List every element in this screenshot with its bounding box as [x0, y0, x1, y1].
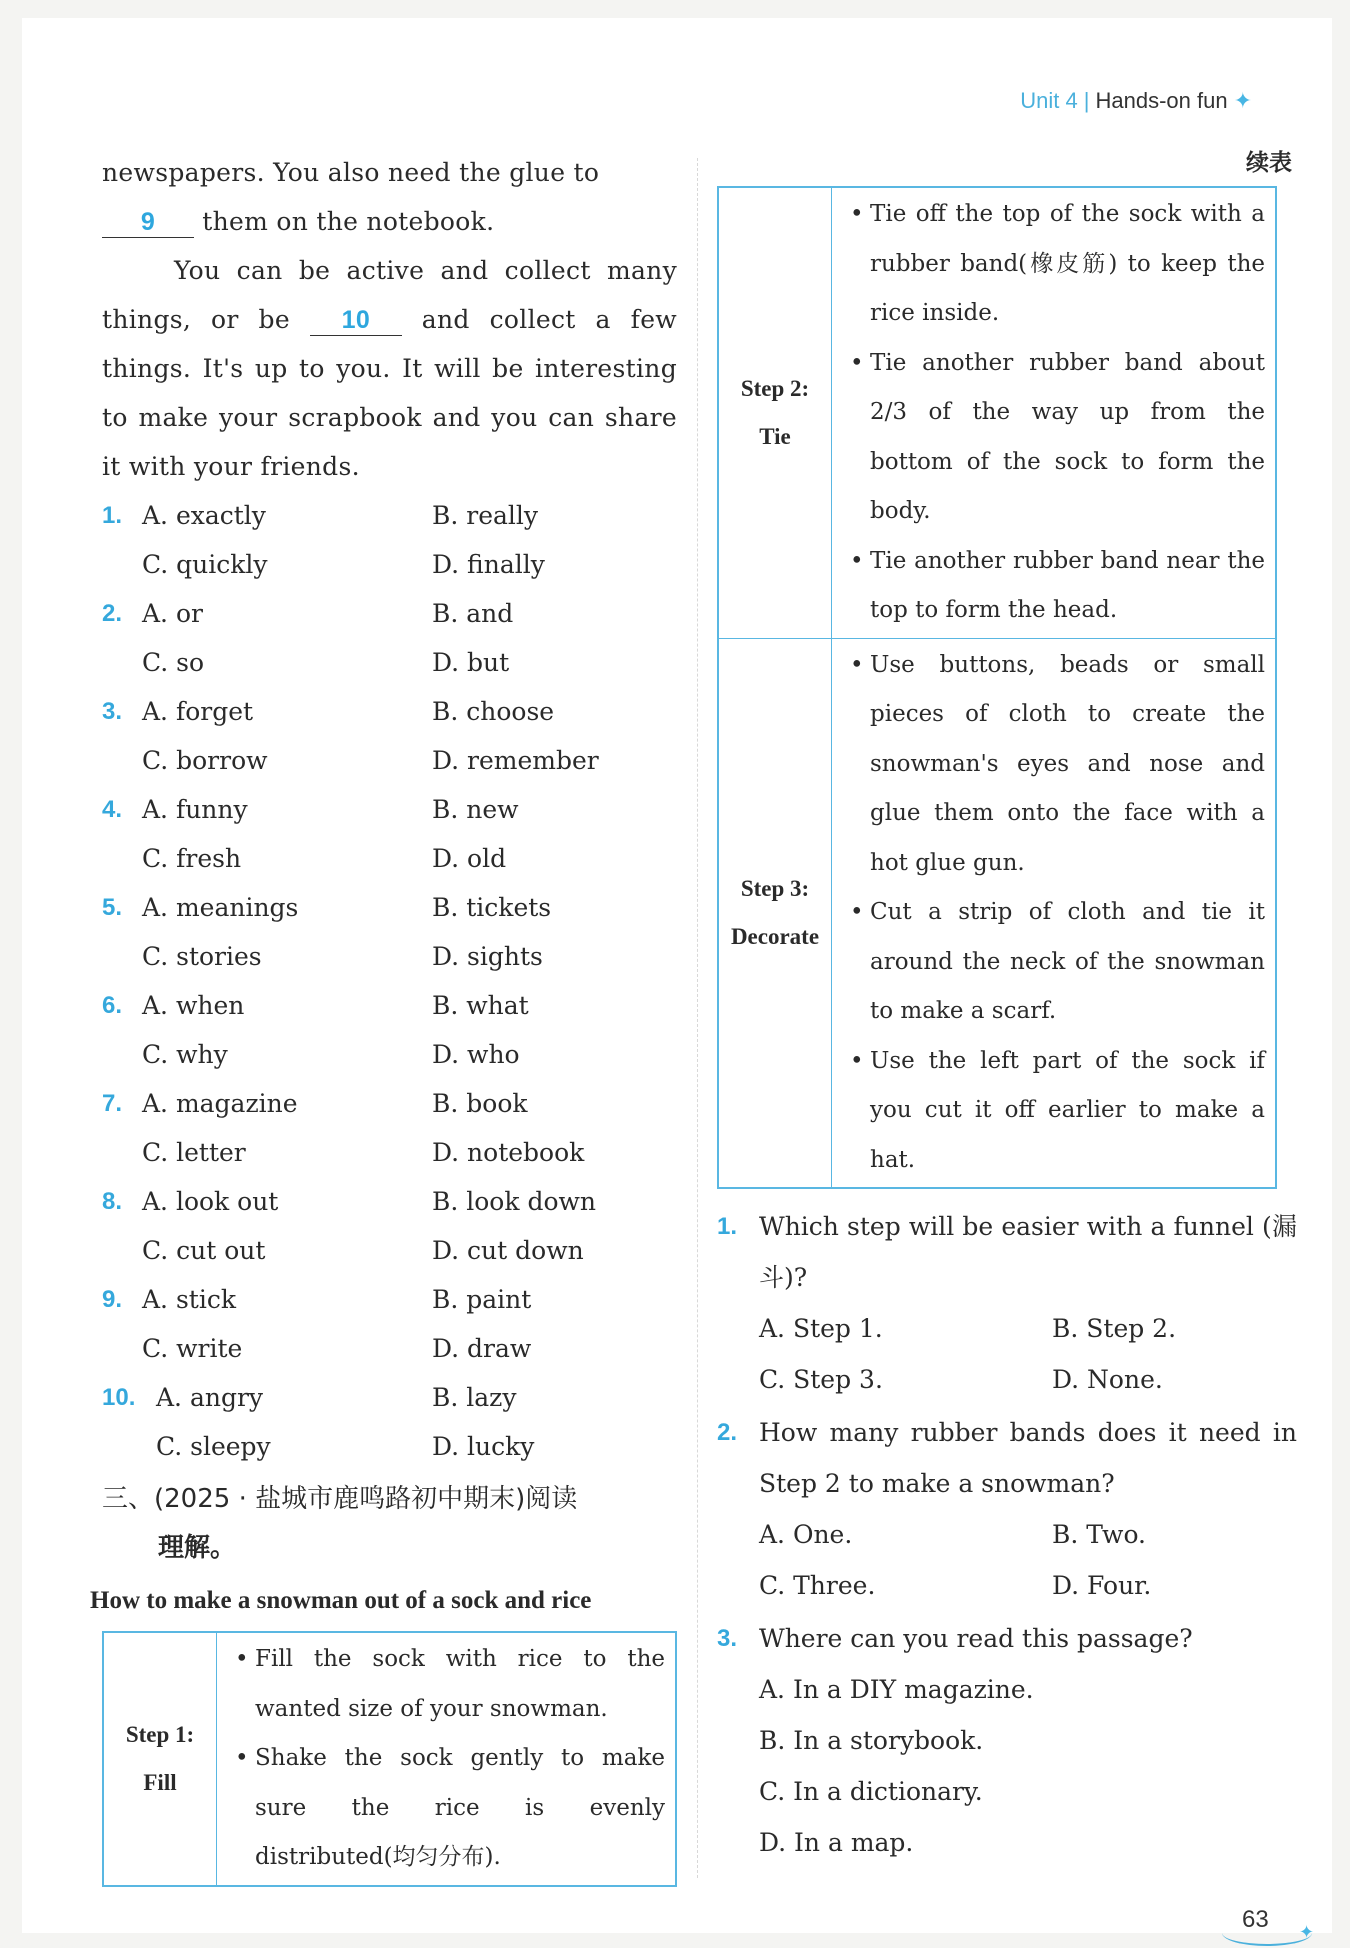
- option-d: D. In a map.: [759, 1828, 914, 1857]
- option-d: D. sights: [432, 942, 543, 971]
- option-c: C. fresh: [142, 844, 242, 873]
- question-number: 7.: [102, 1090, 123, 1117]
- option-a: A. when: [142, 991, 245, 1020]
- option-row: [102, 1177, 677, 1226]
- option-d: D. but: [432, 648, 510, 677]
- question-number: 10.: [102, 1384, 136, 1411]
- blank-9: 9: [102, 207, 194, 238]
- question-text: Where can you read this passage?: [759, 1624, 1193, 1653]
- option-c: C. so: [142, 648, 205, 677]
- section-heading: [102, 1475, 677, 1573]
- step2-label-number: Step 2:: [740, 375, 810, 401]
- step1-table: [102, 1631, 677, 1887]
- header-separator: |: [1083, 88, 1090, 113]
- reading-question-3: [717, 1613, 1297, 1868]
- option-c: C. Three.: [759, 1571, 876, 1600]
- option-c: C. write: [142, 1334, 243, 1363]
- option-b: B. tickets: [432, 893, 552, 922]
- step3-row: [718, 638, 1276, 1188]
- question-stem: [717, 1201, 1297, 1303]
- question-number: 9.: [102, 1286, 123, 1313]
- question-number: 6.: [102, 992, 123, 1019]
- option-c: C. stories: [142, 942, 262, 971]
- option-a: A. or: [142, 599, 203, 628]
- option-c: C. why: [142, 1040, 228, 1069]
- option-d: D. old: [432, 844, 507, 873]
- step3-label: [718, 638, 832, 1188]
- column-divider: [697, 158, 698, 1878]
- option-d: D. cut down: [432, 1236, 584, 1265]
- section-heading-line-1: 三、(2025 · 盐城市鹿鸣路初中期末)阅读: [102, 1484, 578, 1514]
- option-b: B. choose: [432, 697, 555, 726]
- page-header: [1020, 88, 1252, 114]
- cloze-options: [102, 491, 677, 1471]
- step2-bullet: • Tie another rubber band about 2/3 of the way up from the bottom of the sock to form the body.: [850, 339, 1265, 537]
- question-stem: [717, 1407, 1297, 1509]
- option-row: [102, 638, 677, 687]
- option-row: [102, 932, 677, 981]
- option-row: [102, 736, 677, 785]
- option-d: D. finally: [432, 550, 545, 579]
- option-row: [717, 1509, 1297, 1560]
- option-a: A. angry: [156, 1383, 264, 1412]
- step2-bullet: • Tie another rubber band near the top to form the head.: [850, 537, 1265, 636]
- option-a: A. meanings: [142, 893, 299, 922]
- step1-body: [217, 1632, 677, 1886]
- option-c: C. Step 3.: [759, 1365, 883, 1394]
- option-row: [717, 1560, 1297, 1611]
- step3-body: [832, 638, 1277, 1188]
- step1-bullet: • Fill the sock with rice to the wanted size of your snowman.: [235, 1635, 665, 1734]
- option-d: D. draw: [432, 1334, 532, 1363]
- option-b: B. In a storybook.: [759, 1726, 984, 1755]
- question-text: Which step will be easier with a funnel (漏斗)?: [759, 1212, 1297, 1292]
- step3-bullet: • Use buttons, beads or small pieces of cloth to create the snowman's eyes and nose and glue them onto the face with a hot glue gun.: [850, 641, 1265, 889]
- question-number: 8.: [102, 1188, 123, 1215]
- cloze-line-2-text: them on the notebook.: [202, 207, 495, 236]
- step3-bullet: • Use the left part of the sock if you cut it off earlier to make a hat.: [850, 1037, 1265, 1186]
- option-row: [102, 1275, 677, 1324]
- question-number: 4.: [102, 796, 123, 823]
- option-a: A. One.: [759, 1520, 853, 1549]
- option-d: D. notebook: [432, 1138, 585, 1167]
- option-b: B. and: [432, 599, 514, 628]
- option-row: [102, 1373, 677, 1422]
- option-row: [102, 1226, 677, 1275]
- option-d: D. lucky: [432, 1432, 535, 1461]
- step3-bullet: • Cut a strip of cloth and tie it around the neck of the snowman to make a scarf.: [850, 888, 1265, 1037]
- option-c: C. quickly: [142, 550, 268, 579]
- option-row: [102, 1079, 677, 1128]
- option-row: [102, 981, 677, 1030]
- step2-label: [718, 187, 832, 638]
- option-a: A. Step 1.: [759, 1314, 883, 1343]
- step2-body: [832, 187, 1277, 638]
- option-d: D. remember: [432, 746, 599, 775]
- cloze-p2-a: You can be active and collect many things, or be: [102, 256, 677, 334]
- cloze-line-1: newspapers. You also need the glue to: [102, 158, 600, 187]
- option-b: B. really: [432, 501, 539, 530]
- step2-bullet: • Tie off the top of the sock with a rubber band(橡皮筋) to keep the rice inside.: [850, 190, 1265, 339]
- option-a: A. look out: [142, 1187, 279, 1216]
- option-b: B. lazy: [432, 1383, 517, 1412]
- option-b: B. book: [432, 1089, 528, 1118]
- option-a: A. magazine: [142, 1089, 298, 1118]
- left-column: [90, 148, 677, 1887]
- question-number: 3.: [717, 1625, 738, 1652]
- step2-row: [718, 187, 1276, 638]
- reading-questions: [717, 1201, 1297, 1868]
- unit-title: Hands-on fun: [1095, 88, 1228, 113]
- steps-table-continued: [717, 186, 1277, 1189]
- step1-label-name: Fill: [143, 1769, 177, 1795]
- option-a: A. forget: [142, 697, 254, 726]
- step3-label-name: Decorate: [730, 923, 820, 949]
- option-row: [102, 883, 677, 932]
- option-c: C. borrow: [142, 746, 268, 775]
- reading-question-2: [717, 1407, 1297, 1611]
- option-row: [717, 1354, 1297, 1405]
- option-b: B. paint: [432, 1285, 532, 1314]
- step3-label-number: Step 3:: [740, 875, 810, 901]
- option-a: A. funny: [142, 795, 248, 824]
- section-heading-line-2: 理解。: [158, 1533, 237, 1563]
- question-stem: [717, 1613, 1297, 1664]
- cloze-paragraph-2: [102, 246, 677, 491]
- option-row: [717, 1303, 1297, 1354]
- passage-title: How to make a snowman out of a sock and rice: [90, 1587, 592, 1614]
- option-row: [102, 1128, 677, 1177]
- option-d: D. None.: [1052, 1365, 1163, 1394]
- option-b: B. what: [432, 991, 529, 1020]
- option-b: B. look down: [432, 1187, 597, 1216]
- option-row: [102, 589, 677, 638]
- sparkle-icon: ✦: [1299, 1922, 1315, 1943]
- page-number: 63: [1242, 1906, 1269, 1933]
- continued-label: 续表: [1246, 150, 1292, 176]
- option-a: A. In a DIY magazine.: [759, 1675, 1034, 1704]
- reading-question-1: [717, 1201, 1297, 1405]
- question-number: 1.: [717, 1213, 738, 1240]
- option-d: D. Four.: [1052, 1571, 1152, 1600]
- question-number: 5.: [102, 894, 123, 921]
- question-number: 2.: [717, 1419, 738, 1446]
- option-row: [102, 687, 677, 736]
- question-text: How many rubber bands does it need in Step 2 to make a snowman?: [759, 1418, 1297, 1498]
- cloze-line-2: [102, 197, 677, 246]
- question-number: 2.: [102, 600, 123, 627]
- option-d: D. who: [432, 1040, 520, 1069]
- sparkle-icon: ✦: [1233, 88, 1252, 113]
- cloze-p2-b: and collect a few things. It's up to you. It will be interesting to make your scrapbook and you can share it with your friends.: [102, 305, 677, 481]
- option-row: [102, 1030, 677, 1079]
- step1-label-number: Step 1:: [125, 1721, 195, 1747]
- option-row: [102, 1422, 677, 1471]
- option-b: B. new: [432, 795, 519, 824]
- option-c: C. sleepy: [156, 1432, 271, 1461]
- option-a: A. exactly: [142, 501, 266, 530]
- step2-label-name: Tie: [759, 423, 791, 449]
- option-b: B. Step 2.: [1052, 1314, 1177, 1343]
- right-column: [717, 148, 1297, 1870]
- question-number: 3.: [102, 698, 123, 725]
- option-c: C. letter: [142, 1138, 246, 1167]
- option-row: [102, 785, 677, 834]
- option-c: C. cut out: [142, 1236, 266, 1265]
- option-a: A. stick: [142, 1285, 236, 1314]
- step1-row: [103, 1632, 676, 1886]
- option-row: [102, 834, 677, 883]
- unit-label: Unit 4: [1020, 88, 1078, 113]
- textbook-page: [22, 18, 1332, 1943]
- blank-10: 10: [310, 305, 402, 336]
- option-row: [102, 540, 677, 589]
- option-row: [102, 1324, 677, 1373]
- cloze-passage-end: [102, 148, 677, 491]
- step1-bullet: • Shake the sock gently to make sure the rice is evenly distributed(均匀分布).: [235, 1734, 665, 1883]
- step1-label: [103, 1632, 217, 1886]
- question-number: 1.: [102, 502, 123, 529]
- option-c: C. In a dictionary.: [759, 1777, 983, 1806]
- option-b: B. Two.: [1052, 1520, 1147, 1549]
- option-row: [102, 491, 677, 540]
